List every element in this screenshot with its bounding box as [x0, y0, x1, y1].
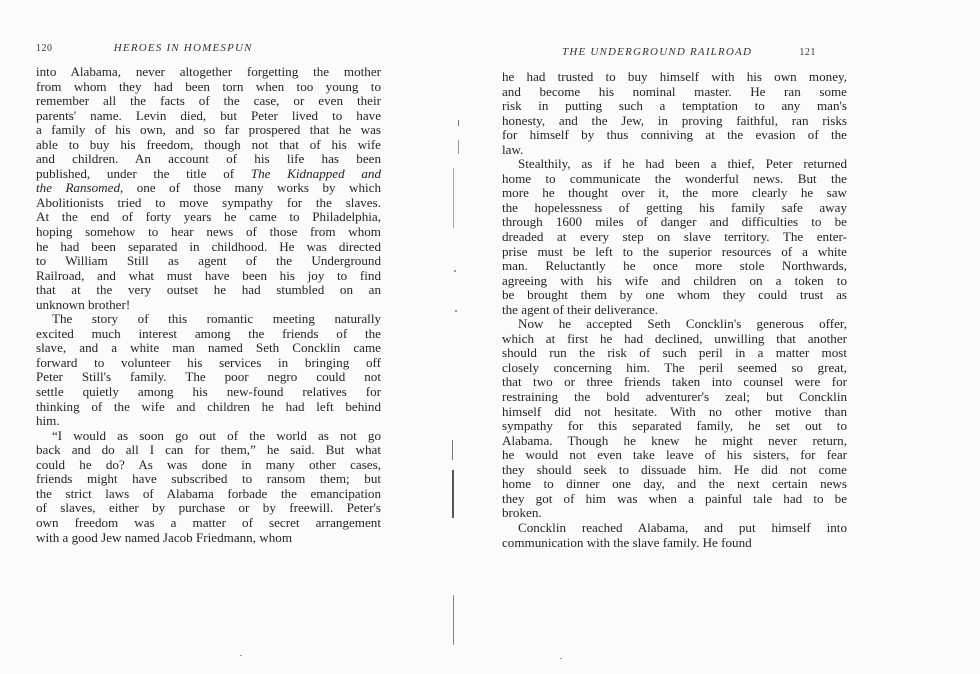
- right-running-title: THE UNDERGROUND RAILROAD: [562, 46, 753, 58]
- text-line: the Ransomed, one of those many works by which: [36, 180, 382, 196]
- text-line: published, under the title of The Kidnapped and: [36, 165, 381, 181]
- text-line: unknown brother!: [36, 296, 131, 312]
- text-line: he would not even take leave of his sisters, for fear: [502, 447, 847, 463]
- text-line: dreaded at every step on slave territory. The enter-: [502, 229, 847, 245]
- text-line: that two or three friends taken into counsel were for: [502, 374, 847, 390]
- text-line: of slaves, either by purchase or by freewill. Peter's: [36, 500, 381, 516]
- text-line: a family of his own, and so far prospered that he was: [36, 122, 381, 138]
- text-line: communication with the slave family. He found: [502, 534, 752, 550]
- text-line: honesty, and the Jew, in proving faithful, ran risks: [502, 112, 847, 128]
- text-line: and children. An account of his life has been: [36, 151, 381, 167]
- text-line: for himself by thus conniving at the evasion of the: [502, 127, 847, 143]
- text-line: closely concerning him. The peril seemed so great,: [502, 359, 847, 375]
- text-line: own freedom was a matter of secret arrangement: [36, 514, 381, 530]
- left-body-text: [36, 65, 381, 545]
- text-line: back and do all I can for them,” he said. But what: [36, 442, 381, 458]
- text-line: remember all the facts of the case, or even their: [36, 93, 381, 109]
- right-page: [470, 0, 980, 674]
- right-running-head: [562, 46, 816, 58]
- right-page-number: 121: [799, 47, 816, 58]
- text-line: the strict laws of Alabama forbade the emancipation: [36, 485, 381, 501]
- text-line: and become his nominal master. He ran some: [502, 83, 847, 99]
- text-line: him.: [36, 413, 60, 429]
- text-line: Stealthily, as if he had been a thief, Peter returned: [518, 156, 847, 172]
- left-page-number: 120: [36, 43, 53, 54]
- text-line: risk in putting such a temptation to any man's: [502, 98, 847, 114]
- text-line: friends might have subscribed to ransom them; but: [36, 471, 381, 487]
- text-line: the hopelessness of getting his family safe away: [502, 199, 847, 215]
- left-running-title: HEROES IN HOMESPUN: [113, 42, 253, 54]
- text-line: they got of him was when a painful tale had to be: [502, 490, 847, 506]
- text-line: Peter Still's family. The poor negro could not: [36, 369, 381, 385]
- text-line: able to buy his freedom, though not that of his wife: [36, 136, 381, 152]
- left-page: [0, 0, 470, 674]
- text-line: he had trusted to buy himself with his own money,: [502, 69, 847, 84]
- book-title-continued: the Ransomed: [36, 180, 120, 196]
- text-line: At the end of forty years he came to Philadelphia,: [36, 209, 381, 225]
- text-line: be brought them by one whom they could trust as: [502, 287, 847, 303]
- left-running-head: [36, 42, 253, 54]
- text-line: with a good Jew named Jacob Friedmann, whom: [36, 529, 293, 545]
- text-line: agreeing with his wife and children on a token to: [502, 272, 847, 288]
- text-line: hoping somehow to hear news of those from whom: [36, 224, 381, 240]
- text-line: settle quietly among his new-found relatives for: [36, 384, 381, 400]
- text-line: which at first he had declined, unwilling that another: [502, 330, 847, 346]
- text-line: broken.: [502, 505, 542, 521]
- text-line: prise must be left to the superior resources of a white: [502, 243, 847, 259]
- text-line: The story of this romantic meeting naturally: [52, 311, 381, 327]
- text-line: the agent of their deliverance.: [502, 301, 658, 317]
- text-line: himself did not hesitate. With no other motive than: [502, 403, 847, 419]
- text-line: Railroad, and what must have been his joy to find: [36, 267, 381, 283]
- text-line: home to communicate the wonderful news. But the: [502, 170, 847, 186]
- text-line: sympathy for this separated family, he set out to: [502, 418, 847, 434]
- text-line: slave, and a white man named Seth Concklin came: [36, 340, 381, 356]
- text-line: he had been separated in childhood. He was directed: [36, 238, 381, 254]
- text-line: through 1600 miles of danger and difficulties to be: [502, 214, 847, 230]
- text-line: Concklin reached Alabama, and put himself into: [518, 519, 847, 535]
- text-line: thinking of the wife and children he had left behind: [36, 398, 381, 414]
- text-line: “I would as soon go out of the world as not go: [52, 427, 381, 443]
- text-line: parents' name. Levin died, but Peter lived to have: [36, 107, 381, 123]
- text-line: man. Reluctantly he once more stole Northwards,: [502, 258, 847, 274]
- text-line: forward to volunteer his services in bringing off: [36, 354, 381, 370]
- text-line: they should seek to dissuade him. He did not come: [502, 461, 847, 477]
- text-line: law.: [502, 141, 524, 157]
- text-line: could he do? As was done in many other cases,: [36, 456, 381, 472]
- text-line: Now he accepted Seth Concklin's generous offer,: [518, 316, 847, 332]
- text-line: home to dinner one day, and the next certain news: [502, 476, 847, 492]
- book-title: The Kidnapped and: [250, 165, 381, 181]
- text-line: from whom they had been torn when too young to: [36, 78, 381, 94]
- text-line: Abolitionists tried to move sympathy for the slaves.: [36, 194, 381, 210]
- text-line: that at the very outset he had stumbled on an: [36, 282, 381, 298]
- text-line: restraining the bold adventurer's zeal; but Concklin: [502, 389, 847, 405]
- text-line: to William Still as agent of the Underground: [36, 253, 381, 269]
- text-line: should run the risk of such peril in a matter most: [502, 345, 847, 361]
- text-line: into Alabama, never altogether forgetting the mother: [36, 64, 381, 79]
- right-body-text: [502, 70, 847, 550]
- text-line: Alabama. Though he knew he might never return,: [502, 432, 847, 448]
- text-line: excited much interest among the friends of the: [36, 325, 381, 341]
- text-line: more he thought over it, the more clearly he saw: [502, 185, 847, 201]
